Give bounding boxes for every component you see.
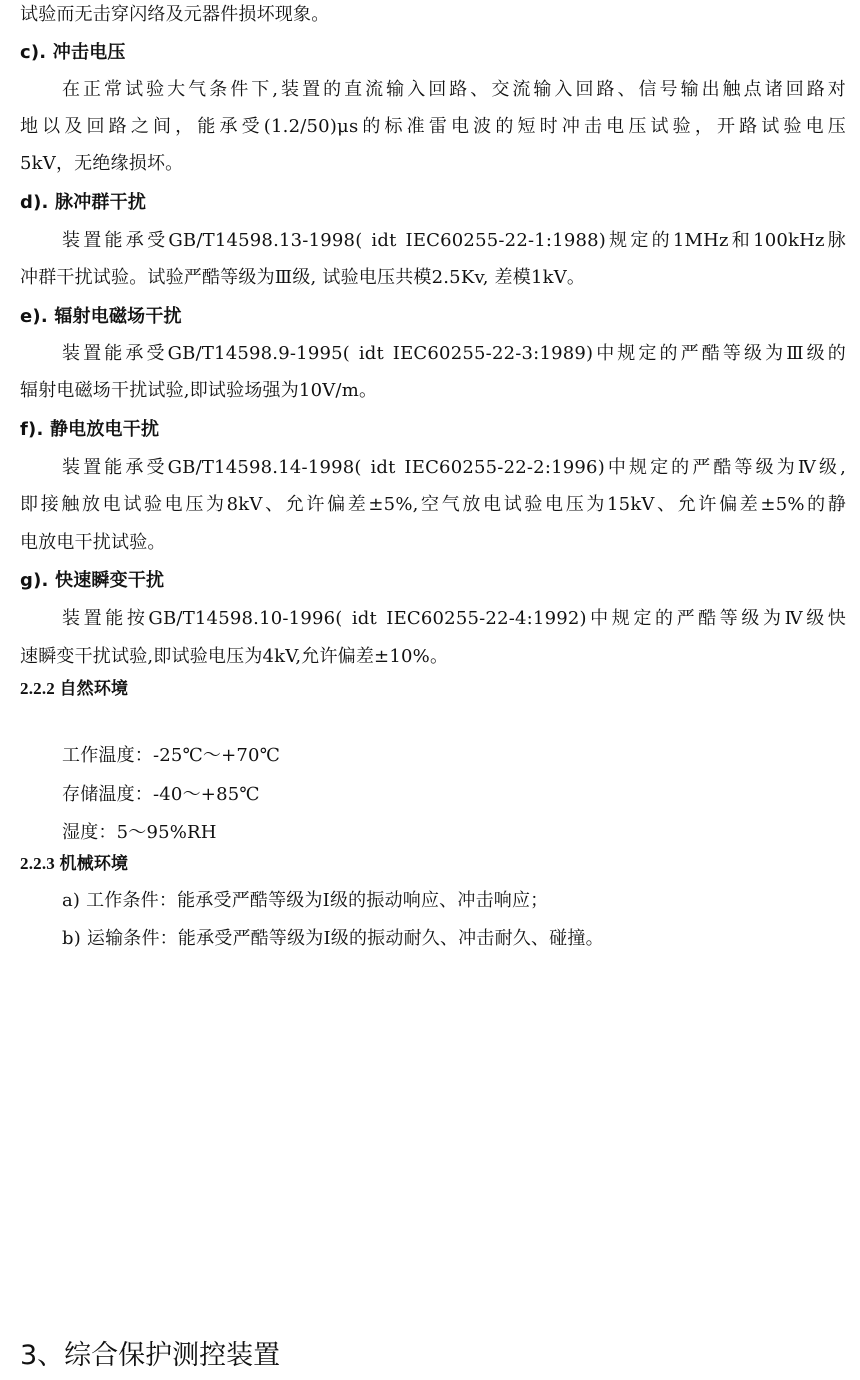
section-heading-electrostatic-discharge: f). 静电放电干扰 bbox=[20, 419, 160, 440]
subsection-heading-natural-environment: 2.2.2 自然环境 bbox=[20, 679, 129, 698]
paragraph-line: 冲群干扰试验。试验严酷等级为Ⅲ级, 试验电压共模2.5Kv, 差模1kV。 bbox=[20, 267, 586, 288]
paragraph-line: 电放电干扰试验。 bbox=[20, 532, 166, 553]
spec-humidity: 湿度：5～95%RH bbox=[62, 822, 217, 843]
spec-mechanical-transport: b) 运输条件：能承受严酷等级为Ⅰ级的振动耐久、冲击耐久、碰撞。 bbox=[62, 928, 604, 949]
paragraph-line: 装置能按GB/T14598.10-1996( idt IEC60255-22-4:1992)中规定的严酷等级为Ⅳ级快 bbox=[62, 608, 846, 629]
paragraph-line: 装置能承受GB/T14598.9-1995( idt IEC60255-22-3:1989)中规定的严酷等级为Ⅲ级的 bbox=[62, 343, 846, 364]
section-heading-radiated-field: e). 辐射电磁场干扰 bbox=[20, 306, 182, 327]
paragraph-line: 试验而无击穿闪络及元器件损坏现象。 bbox=[20, 4, 330, 25]
spec-working-temperature: 工作温度：-25℃～+70℃ bbox=[62, 745, 281, 766]
section-heading-impulse-voltage: c). 冲击电压 bbox=[20, 42, 126, 63]
paragraph-line: 辐射电磁场干扰试验,即试验场强为10V/m。 bbox=[20, 380, 378, 401]
chapter-title: 3、综合保护测控装置 bbox=[20, 1340, 281, 1371]
paragraph-line: 装置能承受GB/T14598.14-1998( idt IEC60255-22-2:1996)中规定的严酷等级为Ⅳ级, bbox=[62, 457, 846, 478]
section-heading-burst-disturbance: d). 脉冲群干扰 bbox=[20, 192, 147, 213]
paragraph-line: 5kV，无绝缘损坏。 bbox=[20, 153, 184, 174]
paragraph-line: 地以及回路之间，能承受(1.2/50)μs的标准雷电波的短时冲击电压试验，开路试验电压 bbox=[20, 116, 846, 137]
spec-mechanical-working: a) 工作条件：能承受严酷等级为Ⅰ级的振动响应、冲击响应； bbox=[62, 890, 549, 911]
paragraph-line: 在正常试验大气条件下,装置的直流输入回路、交流输入回路、信号输出触点诸回路对 bbox=[62, 79, 846, 100]
spec-storage-temperature: 存储温度：-40～+85℃ bbox=[62, 784, 260, 805]
paragraph-line: 速瞬变干扰试验,即试验电压为4kV,允许偏差±10%。 bbox=[20, 646, 449, 667]
section-heading-fast-transient: g). 快速瞬变干扰 bbox=[20, 570, 165, 591]
paragraph-line: 装置能承受GB/T14598.13-1998( idt IEC60255-22-1:1988)规定的1MHz和100kHz脉 bbox=[62, 230, 846, 251]
paragraph-line: 即接触放电试验电压为8kV、允许偏差±5%,空气放电试验电压为15kV、允许偏差±5%的静 bbox=[20, 494, 846, 515]
subsection-heading-mechanical-environment: 2.2.3 机械环境 bbox=[20, 854, 129, 873]
